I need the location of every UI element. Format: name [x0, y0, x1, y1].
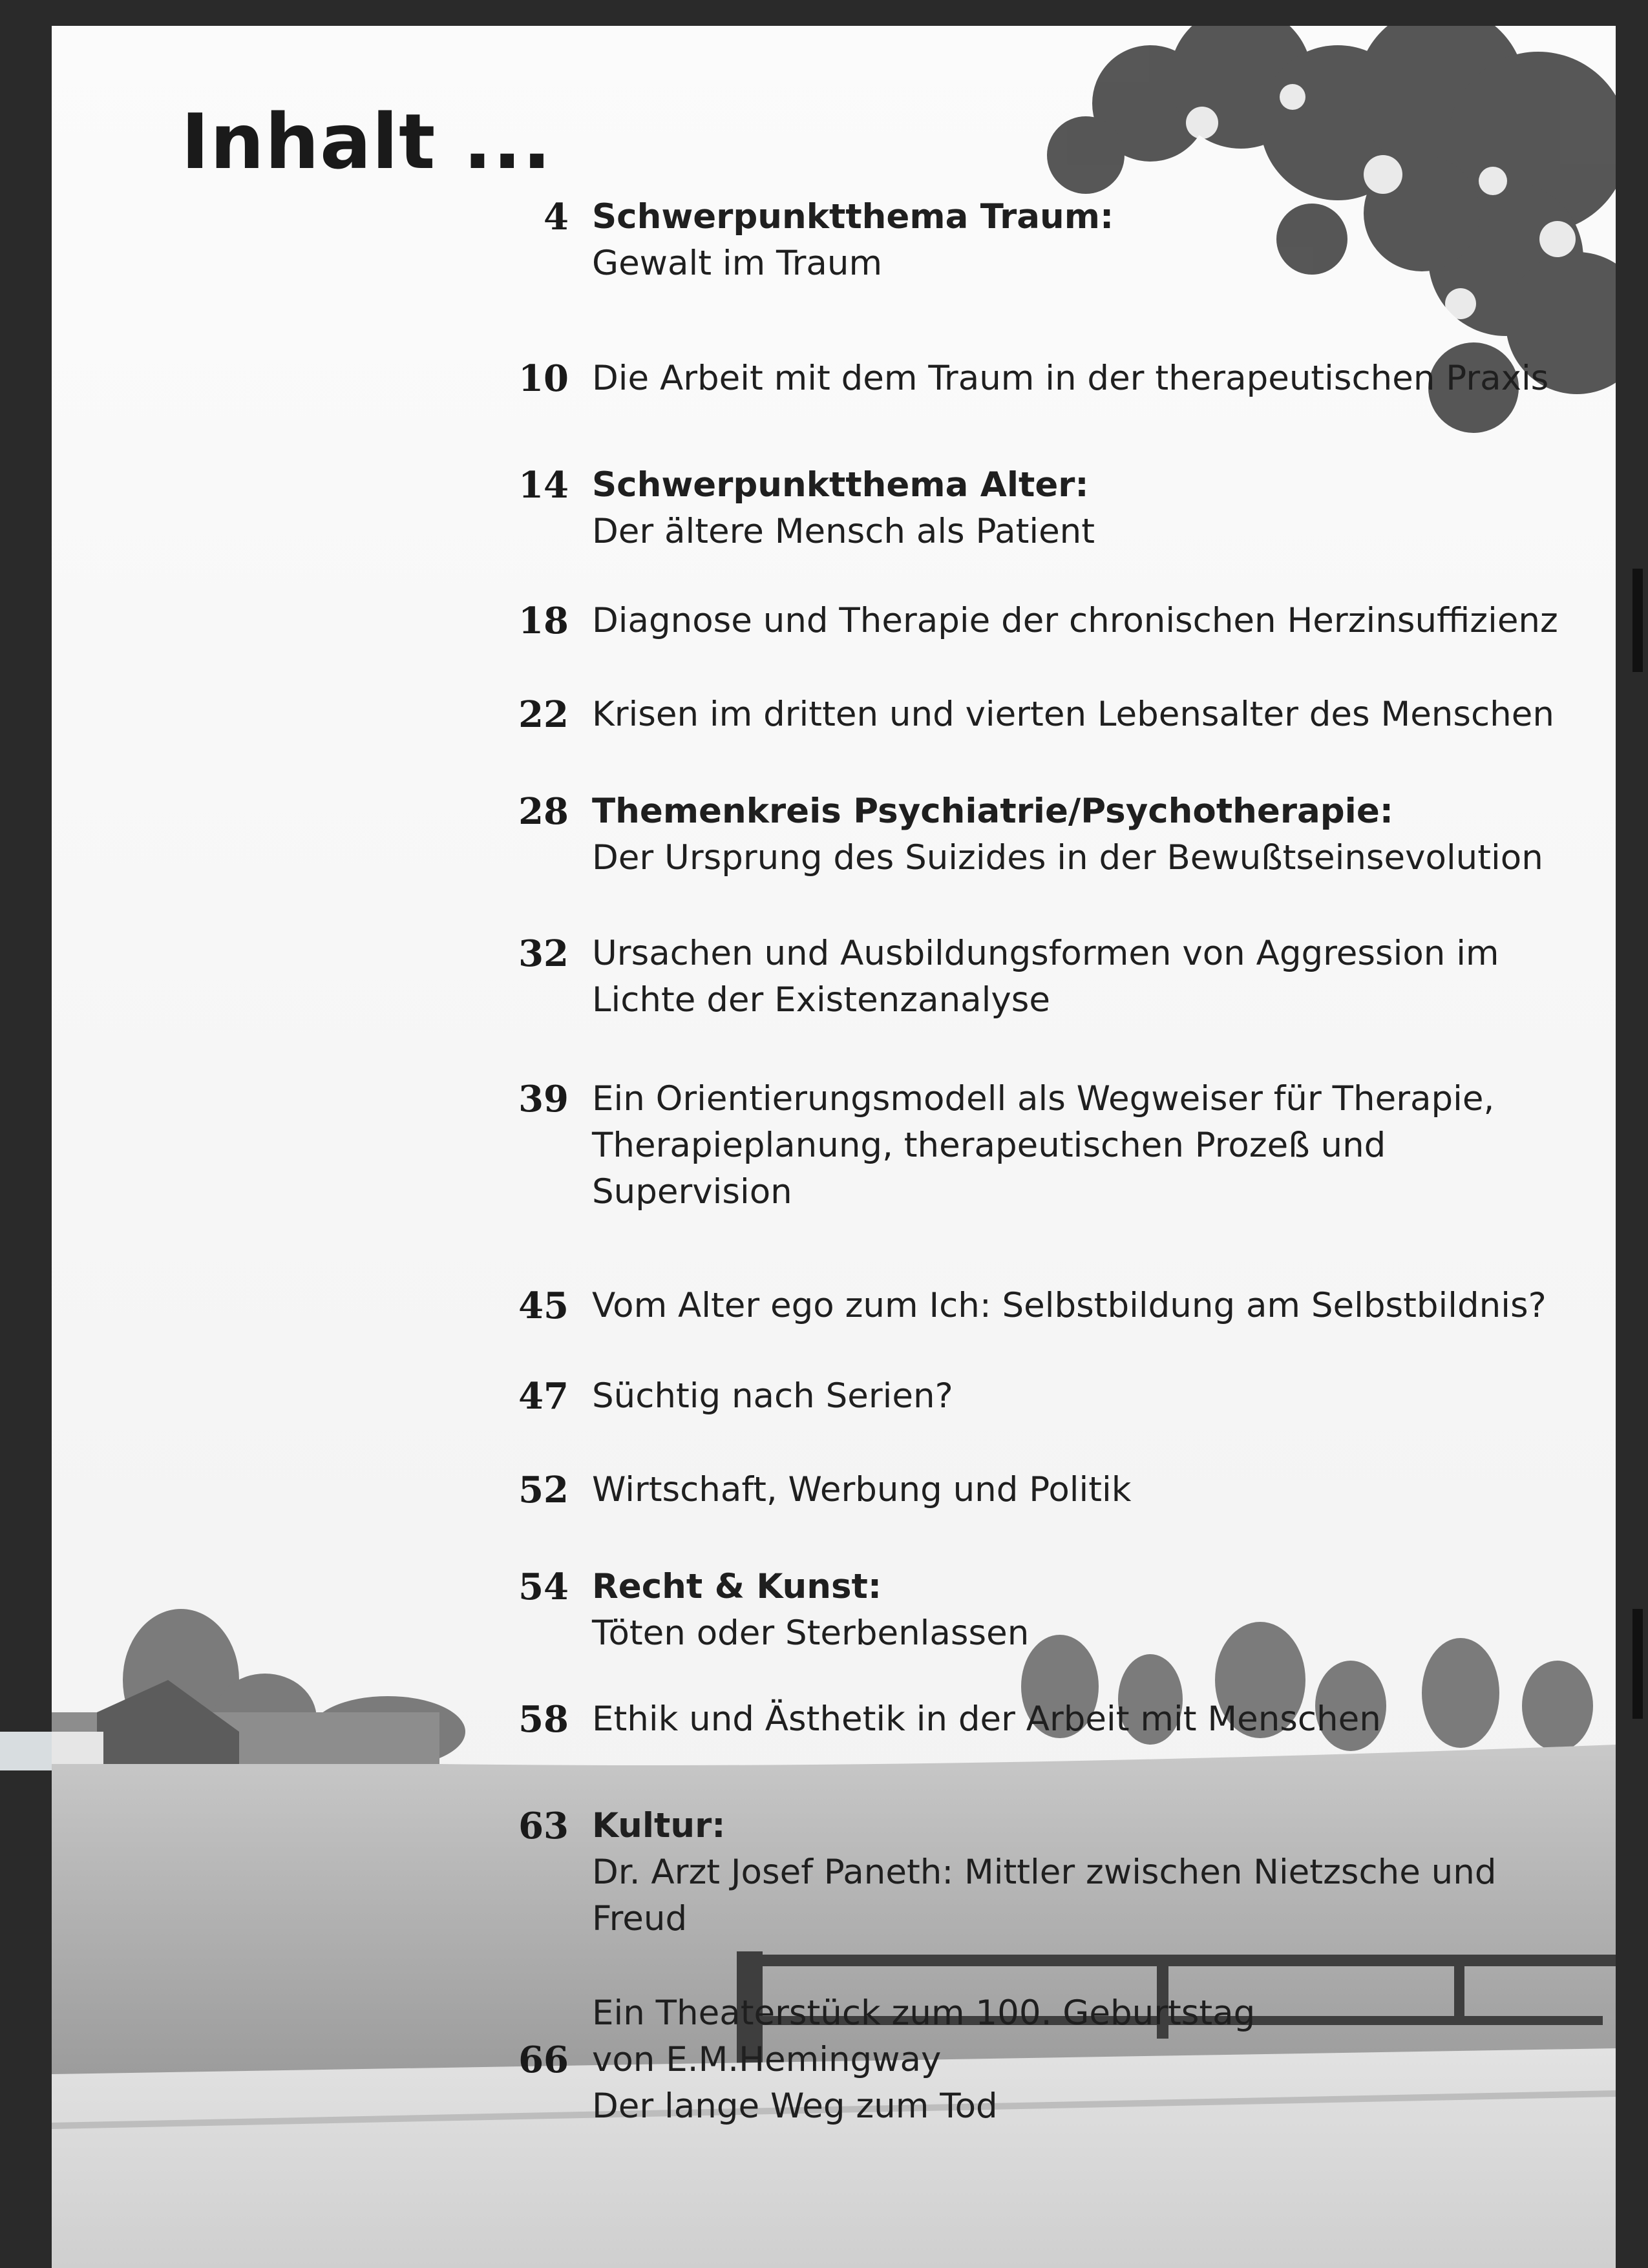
page-title: Inhalt ... [181, 97, 552, 186]
toc-page-number: 39 [518, 1078, 569, 1120]
toc-entry-text [592, 788, 1561, 881]
toc-entry-line: Therapieplanung, therapeutischen Prozeß und [592, 1126, 1386, 1165]
toc-entry-line: Ein Orientierungsmodell als Wegweiser für Therapie, [592, 1079, 1495, 1118]
toc-entry-line: Ethik und Ästhetik in der Arbeit mit Menschen [592, 1699, 1381, 1739]
toc-section-heading: Schwerpunktthema Traum: [592, 197, 1114, 236]
toc-page-number: 28 [518, 790, 569, 833]
toc-page-number: 45 [518, 1285, 569, 1327]
toc-entry-line: Vom Alter ego zum Ich: Selbstbildung am Selbstbildnis? [592, 1286, 1547, 1325]
toc-entry-line: Der lange Weg zum Tod [592, 2086, 998, 2126]
toc-entry-line: Dr. Arzt Josef Paneth: Mittler zwischen Nietzsche und [592, 1853, 1497, 1892]
edge-tab-right-upper [1632, 569, 1643, 672]
edge-tab-left [0, 1732, 52, 1770]
toc-entry-text [592, 1373, 1561, 1420]
toc-entry-text [592, 194, 1561, 287]
toc-entry-line: Töten oder Sterbenlassen [592, 1613, 1030, 1653]
toc-entry-text [592, 1076, 1561, 1215]
toc-page-number: 52 [518, 1469, 569, 1511]
toc-page-number: 54 [518, 1566, 569, 1608]
toc-entry-line: von E.M.Hemingway [592, 2040, 942, 2079]
toc-entry-line: Süchtig nach Serien? [592, 1376, 953, 1416]
toc-page-number: 14 [518, 464, 569, 507]
toc-entry-text [592, 462, 1561, 555]
toc-entry-line: Der Ursprung des Suizides in der Bewußtseinsevolution [592, 838, 1543, 877]
toc-page-number: 32 [518, 932, 569, 975]
toc-section-heading: Themenkreis Psychiatrie/Psychotherapie: [592, 792, 1393, 831]
toc-page-number: 4 [544, 196, 569, 238]
toc-page-number: 18 [518, 600, 569, 642]
toc-entry-text [592, 1803, 1561, 1942]
toc-page-number: 10 [518, 357, 569, 400]
toc-entry-text [592, 930, 1561, 1024]
toc-page-number: 47 [518, 1375, 569, 1418]
toc-page-number: 22 [518, 693, 569, 736]
toc-entry-text [592, 691, 1561, 738]
magazine-page [52, 26, 1616, 2268]
toc-entry-line: Lichte der Existenzanalyse [592, 980, 1050, 1020]
toc-page-number: 63 [518, 1805, 569, 1847]
toc-entry-line: Der ältere Mensch als Patient [592, 512, 1095, 551]
toc-entry-line: Krisen im dritten und vierten Lebensalter des Menschen [592, 695, 1554, 734]
toc-entry-line: Gewalt im Traum [592, 244, 883, 283]
toc-entry-text [592, 1283, 1561, 1329]
toc-entry-line: Diagnose und Therapie der chronischen Herzinsuffizienz [592, 601, 1558, 640]
toc-entry-text [592, 1564, 1561, 1657]
toc-entry-line: Wirtschaft, Werbung und Politik [592, 1470, 1132, 1509]
toc-entry-text [592, 1467, 1561, 1513]
toc-entry-line: Freud [592, 1899, 688, 1938]
toc-section-heading: Schwerpunktthema Alter: [592, 465, 1089, 505]
toc-section-heading: Kultur: [592, 1806, 726, 1845]
toc-entry-text [592, 1990, 1561, 2130]
toc-entry-text [592, 1696, 1561, 1743]
edge-tab-right-lower [1632, 1609, 1643, 1719]
toc-section-heading: Recht & Kunst: [592, 1567, 882, 1606]
toc-entry-line: Ein Theaterstück zum 100. Geburtstag [592, 1993, 1256, 2033]
toc-page-number: 58 [518, 1698, 569, 1741]
toc-entry-text [592, 598, 1561, 644]
toc-page-number: 66 [518, 2039, 569, 2081]
toc-entry-text [592, 355, 1561, 402]
toc-entry-line: Ursachen und Ausbildungsformen von Aggression im [592, 934, 1499, 973]
table-of-contents [52, 26, 1616, 2268]
toc-entry-line: Supervision [592, 1172, 792, 1212]
toc-entry-line: Die Arbeit mit dem Traum in der therapeutischen Praxis [592, 359, 1549, 398]
